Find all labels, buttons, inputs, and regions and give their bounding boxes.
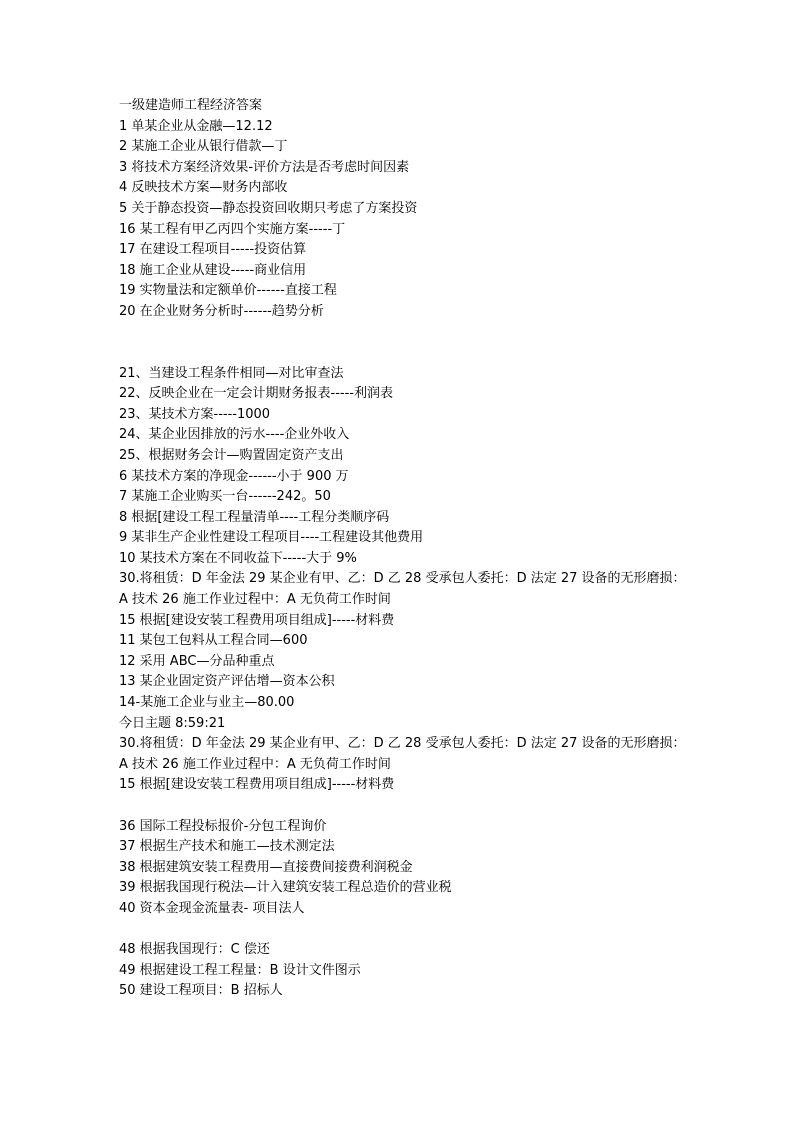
answer-line: 24、某企业因排放的污水----企业外收入 — [119, 427, 350, 443]
answer-line: 2 某施工企业从银行借款—丁 — [119, 139, 288, 155]
blank-gap — [119, 323, 689, 364]
answer-line: 10 某技术方案在不同收益下-----大于 9% — [119, 550, 357, 566]
answer-line: 12 采用 ABC—分品种重点 — [119, 653, 275, 669]
answer-line: 15 根据[建设安装工程费用项目组成]-----材料费 — [119, 612, 395, 628]
answer-line: 36 国际工程投标报价-分包工程询价 — [119, 818, 327, 834]
answer-line: 4 反映技术方案—财务内部收 — [119, 180, 288, 196]
answer-line: 22、反映企业在一定会计期财务报表-----利润表 — [119, 386, 393, 402]
answer-line: 5 关于静态投资—静态投资回收期只考虑了方案投资 — [119, 200, 418, 216]
section-3 — [119, 817, 689, 920]
answer-line: 9 某非生产企业性建设工程项目----工程建设其他费用 — [119, 530, 424, 546]
answer-line: 25、根据财务会计—购置固定资产支出 — [119, 447, 344, 463]
answer-paragraph: 30.将租赁：D 年金法 29 某企业有甲、乙：D 乙 28 受承包人委托：D 法定 27 设备的无形磨损：A 技术 26 施工作业过程中：A 无负荷工作时间 — [119, 571, 686, 608]
timestamp-line: 今日主题 8:59:21 — [119, 715, 226, 731]
answer-line: 49 根据建设工程工程量：B 设计文件图示 — [119, 962, 361, 978]
answer-line: 11 某包工包料从工程合同—600 — [119, 633, 308, 649]
answer-line: 15 根据[建设安装工程费用项目组成]-----材料费 — [119, 777, 395, 793]
answer-line: 16 某工程有甲乙丙四个实施方案-----丁 — [119, 221, 346, 237]
blank-gap — [119, 920, 689, 941]
answer-line: 39 根据我国现行税法—计入建筑安装工程总造价的营业税 — [119, 880, 452, 896]
answer-line: 40 资本金现金流量表- 项目法人 — [119, 900, 305, 916]
answer-line: 37 根据生产技术和施工—技术测定法 — [119, 839, 335, 855]
document-body — [119, 96, 689, 1002]
blank-gap — [119, 796, 689, 817]
answer-line: 23、某技术方案-----1000 — [119, 406, 271, 422]
answer-line: 13 某企业固定资产评估增—资本公积 — [119, 674, 335, 690]
document-title: 一级建造师工程经济答案 — [119, 98, 263, 113]
answer-line: 6 某技术方案的净现金------小于 900 万 — [119, 468, 349, 484]
answer-line: 8 根据[建设工程工程量清单----工程分类顺序码 — [119, 509, 390, 525]
section-4 — [119, 940, 689, 1002]
answer-line: 50 建设工程项目：B 招标人 — [119, 983, 283, 999]
answer-line: 21、当建设工程条件相同—对比审查法 — [119, 365, 344, 381]
answer-line: 48 根据我国现行：C 偿还 — [119, 942, 270, 958]
answer-line: 14-某施工企业与业主—80.00 — [119, 695, 295, 711]
answer-line: 18 施工企业从建设-----商业信用 — [119, 262, 307, 278]
section-1 — [119, 117, 689, 323]
answer-line: 7 某施工企业购买一台------242。50 — [119, 489, 331, 505]
answer-line: 1 单某企业从金融—12.12 — [119, 118, 273, 134]
answer-line: 20 在企业财务分析时------趋势分析 — [119, 303, 324, 319]
answer-line: 19 实物量法和定额单价------直接工程 — [119, 283, 337, 299]
answer-line: 17 在建设工程项目-----投资估算 — [119, 242, 307, 258]
answer-paragraph: 30.将租赁：D 年金法 29 某企业有甲、乙：D 乙 28 受承包人委托：D 法定 27 设备的无形磨损：A 技术 26 施工作业过程中：A 无负荷工作时间 — [119, 736, 686, 772]
answer-line: 38 根据建筑安装工程费用—直接费间接费利润税金 — [119, 859, 413, 875]
section-2 — [119, 364, 689, 796]
answer-line: 3 将技术方案经济效果-评价方法是否考虑时间因素 — [119, 159, 410, 175]
